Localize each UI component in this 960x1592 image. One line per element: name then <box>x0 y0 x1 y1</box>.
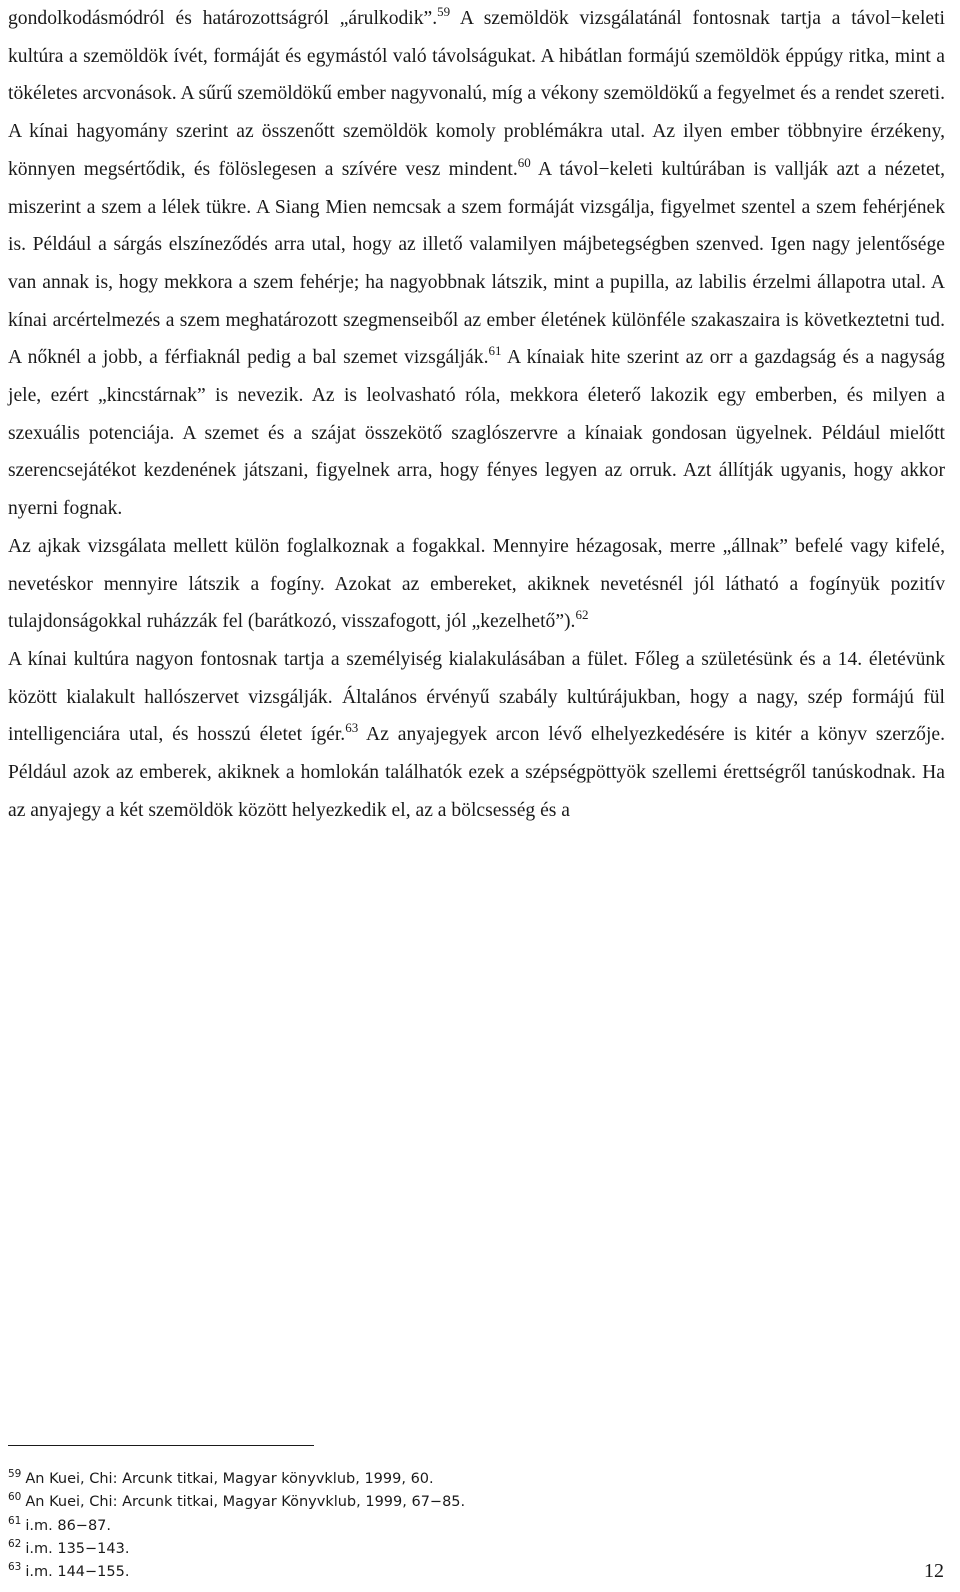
footnote-number: 61 <box>8 1514 22 1527</box>
text-run: gondolkodásmódról és határozottságról „árulkodik”. <box>8 8 438 29</box>
text-run: A szemöldök vizsgálatánál fontosnak tartja a távol−keleti kultúra a szemöldök ívét, formáját és egymástól való távolságukat. A hibátlan formájú szemöldök éppúgy ritka, mint a tökéletes arcvonások. A sűrű szemöldökű ember nagyvonalú, míg a vékony szemöldökű a fegyelmet és a rendet szereti. A kínai hagyomány szerint az összenőtt szemöldök komoly problémákra utal. Az ilyen ember többnyire érzékeny, könnyen megsértődik, és fölöslegesen a szívére vesz mindent. <box>8 8 945 180</box>
footnote-text: i.m. 86−87. <box>25 1517 112 1534</box>
text-run: A kínaiak hite szerint az orr a gazdagság és a nagyság jele, ezért „kincstárnak” is nevezik. Az is leolvasható róla, mekkora életerő lakozik egy emberben, és milyen a szexuális potenciája. A szemet és a szájat összekötő szaglószervre a kínaiak gondosan ügyelnek. Például mielőtt szerencsejátékot kezdenének játszani, figyelnek arra, hogy fényes legyen az orruk. Azt állítják ugyanis, hogy akkor nyerni fognak. <box>8 347 945 520</box>
footnote-text: i.m. 135−143. <box>25 1540 130 1557</box>
paragraph <box>8 528 945 641</box>
footnote-separator <box>8 1445 314 1446</box>
paragraph <box>8 0 945 528</box>
footnote-text: An Kuei, Chi: Arcunk titkai, Magyar Könyvklub, 1999, 67−85. <box>25 1494 466 1511</box>
text-run: Az anyajegyek arcon lévő elhelyezkedésére is kitér a könyv szerzője. Például azok az emberek, akiknek a homlokán találhatók ezek a szépségpöttyök szellemi érettségről tanúskodnak. Ha az anyajegy a két szemöldök között helyezkedik el, az a bölcsesség és a <box>8 724 945 821</box>
footnote-ref[interactable]: 59 <box>437 4 451 19</box>
footnote-text: An Kuei, Chi: Arcunk titkai, Magyar könyvklub, 1999, 60. <box>25 1471 434 1487</box>
footnote-ref[interactable]: 61 <box>488 343 502 359</box>
footnote-ref[interactable]: 62 <box>575 607 589 623</box>
footnotes <box>8 1468 708 1584</box>
body-text <box>8 0 945 829</box>
footnote-number: 62 <box>8 1537 22 1550</box>
footnote-number: 60 <box>8 1491 22 1504</box>
footnote <box>8 1515 708 1538</box>
paragraph <box>8 641 945 830</box>
footnote-ref[interactable]: 60 <box>517 154 531 170</box>
footnote <box>8 1491 708 1514</box>
footnote-number: 59 <box>8 1468 22 1480</box>
text-run: A távol−keleti kultúrában is vallják azt a nézetet, miszerint a szem a lélek tükre. A Siang Mien nemcsak a szem formáját vizsgálja, figyelmet szentel a szem fehérjének is. Például a sárgás elszíneződés arra utal, hogy az illető valamilyen májbetegségben szenved. Igen nagy jelentősége van annak is, hogy mekkora a szem fehérje; ha nagyobbnak látszik, mint a pupilla, az labilis érzelmi állapotra utal. A kínai arcértelmezés a szem meghatározott szegmenseiből az ember életének különféle szakaszaira is következtetni tud. A nőknél a jobb, a férfiaknál pedig a bal szemet vizsgálják. <box>8 158 945 369</box>
footnote-number: 63 <box>8 1561 22 1574</box>
page-number: 12 <box>924 1560 944 1582</box>
text-run: Az ajkak vizsgálata mellett külön foglalkoznak a fogakkal. Mennyire hézagosak, merre „állnak” befelé vagy kifelé, nevetéskor mennyire látszik a fogíny. Azokat az embereket, akiknek nevetésnél jól látható a fogínyük pozitív tulajdonságokkal ruházzák fel (barátkozó, visszafogott, jól „kezelhető”). <box>8 535 945 633</box>
footnote <box>8 1538 708 1561</box>
footnote <box>8 1468 708 1491</box>
footnote-ref[interactable]: 63 <box>345 720 359 736</box>
text-run: A kínai kultúra nagyon fontosnak tartja a személyiség kialakulásában a fület. Főleg a születésünk és a 14. életévünk között kialakult hallószervet vizsgálják. Általános érvényű szabály kultúrájukban, hogy a nagy, szép formájú fül intelligenciára utal, és hosszú életet ígér. <box>8 648 945 746</box>
footnote <box>8 1561 708 1584</box>
footnote-text: i.m. 144−155. <box>25 1564 130 1581</box>
